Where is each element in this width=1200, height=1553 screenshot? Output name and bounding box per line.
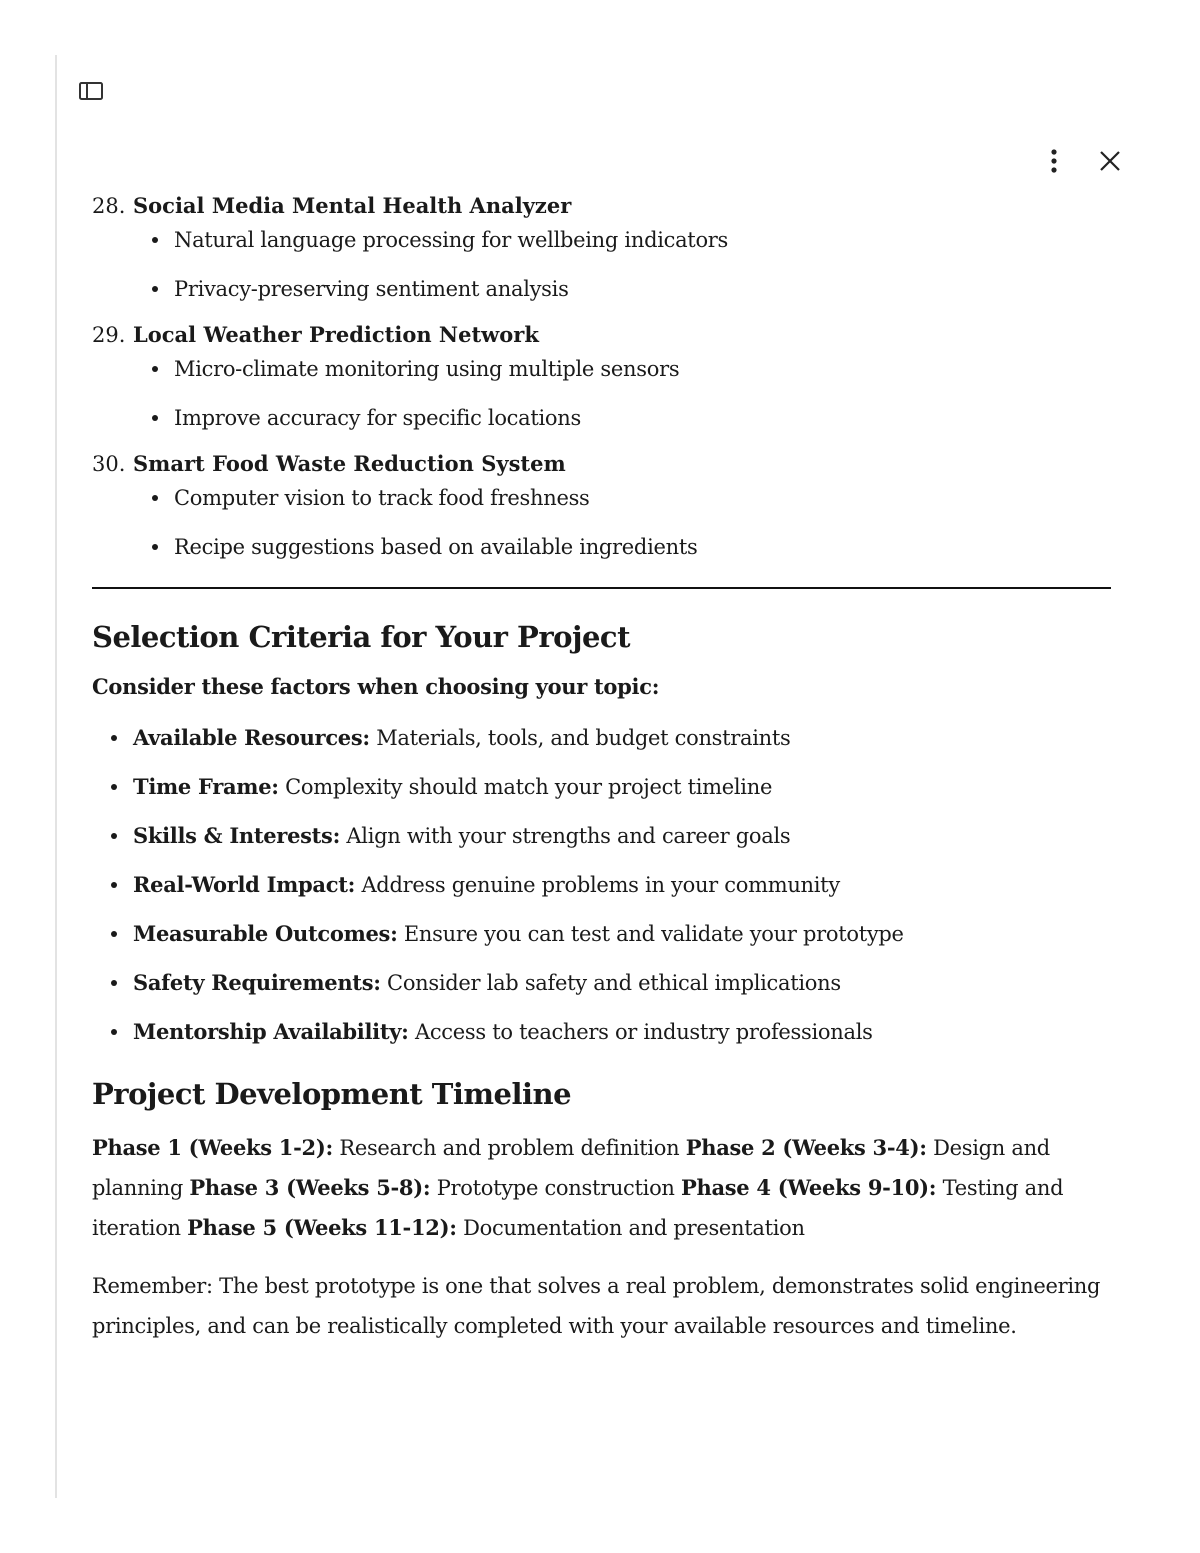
timeline-paragraph xyxy=(92,1128,1112,1248)
criteria-item xyxy=(92,1016,1112,1048)
criteria-label: Mentorship Availability: xyxy=(133,1019,409,1044)
phase-text: Research and problem definition xyxy=(332,1136,686,1160)
bullet-item: Micro-climate monitoring using multiple sensors xyxy=(92,353,1112,385)
item-number: 30. xyxy=(92,452,126,476)
project-title: Social Media Mental Health Analyzer xyxy=(133,193,572,218)
criteria-item xyxy=(92,722,1112,754)
document-content xyxy=(92,190,1112,1364)
project-item xyxy=(92,448,1112,563)
criteria-label: Real-World Impact: xyxy=(133,872,356,897)
criteria-label: Time Frame: xyxy=(133,774,279,799)
bullet-item: Improve accuracy for specific locations xyxy=(92,402,1112,434)
more-options-button[interactable] xyxy=(1040,146,1068,176)
criteria-label: Safety Requirements: xyxy=(133,970,381,995)
criteria-item xyxy=(92,918,1112,950)
phase-label: Phase 1 (Weeks 1-2): xyxy=(92,1135,333,1160)
criteria-item xyxy=(92,869,1112,901)
panel-left-border xyxy=(55,55,57,1498)
criteria-label: Skills & Interests: xyxy=(133,823,341,848)
bullet-item: Privacy-preserving sentiment analysis xyxy=(92,273,1112,305)
phase-text: Design and planning xyxy=(92,1136,1050,1200)
item-number: 28. xyxy=(92,194,126,218)
phase-label: Phase 2 (Weeks 3-4): xyxy=(685,1135,927,1160)
sidebar-panel-icon xyxy=(78,80,104,102)
bullet-item: Recipe suggestions based on available ingredients xyxy=(92,531,1112,563)
phase-label: Phase 5 (Weeks 11-12): xyxy=(187,1215,457,1240)
project-bullets xyxy=(92,482,1112,563)
criteria-text: Ensure you can test and validate your prototype xyxy=(397,922,904,946)
panel-actions xyxy=(1040,146,1124,176)
project-item xyxy=(92,319,1112,434)
phase-text: Documentation and presentation xyxy=(456,1216,805,1240)
project-bullets xyxy=(92,353,1112,434)
sidebar-toggle-button[interactable] xyxy=(78,80,104,102)
criteria-text: Consider lab safety and ethical implications xyxy=(380,971,841,995)
criteria-text: Access to teachers or industry professionals xyxy=(408,1020,873,1044)
criteria-text: Complexity should match your project timeline xyxy=(278,775,773,799)
criteria-item xyxy=(92,967,1112,999)
selection-lead: Consider these factors when choosing your topic: xyxy=(92,674,660,699)
criteria-item xyxy=(92,820,1112,852)
section-heading-timeline: Project Development Timeline xyxy=(92,1077,572,1111)
project-title: Local Weather Prediction Network xyxy=(133,322,539,347)
phase-text: Testing and iteration xyxy=(92,1176,1064,1240)
criteria-list xyxy=(92,722,1112,1048)
item-number: 29. xyxy=(92,323,126,347)
close-icon xyxy=(1099,150,1121,172)
criteria-text: Align with your strengths and career goals xyxy=(340,824,791,848)
phase-text: Prototype construction xyxy=(430,1176,682,1200)
remember-paragraph: Remember: The best prototype is one that solves a real problem, demonstrates solid engineering principles, and can be realistically completed with your available resources and timeline. xyxy=(92,1274,1101,1338)
section-heading-selection: Selection Criteria for Your Project xyxy=(92,620,630,654)
vertical-ellipsis-icon xyxy=(1050,148,1058,174)
project-item xyxy=(92,190,1112,305)
bullet-item: Computer vision to track food freshness xyxy=(92,482,1112,514)
horizontal-divider xyxy=(92,587,1111,589)
project-title: Smart Food Waste Reduction System xyxy=(133,451,566,476)
criteria-item xyxy=(92,771,1112,803)
criteria-text: Materials, tools, and budget constraints xyxy=(369,726,791,750)
criteria-label: Measurable Outcomes: xyxy=(133,921,398,946)
project-bullets xyxy=(92,224,1112,305)
bullet-item: Natural language processing for wellbeing indicators xyxy=(92,224,1112,256)
phase-label: Phase 3 (Weeks 5-8): xyxy=(189,1175,431,1200)
close-button[interactable] xyxy=(1096,146,1124,176)
criteria-text: Address genuine problems in your community xyxy=(355,873,840,897)
phase-label: Phase 4 (Weeks 9-10): xyxy=(681,1175,937,1200)
criteria-label: Available Resources: xyxy=(133,725,370,750)
